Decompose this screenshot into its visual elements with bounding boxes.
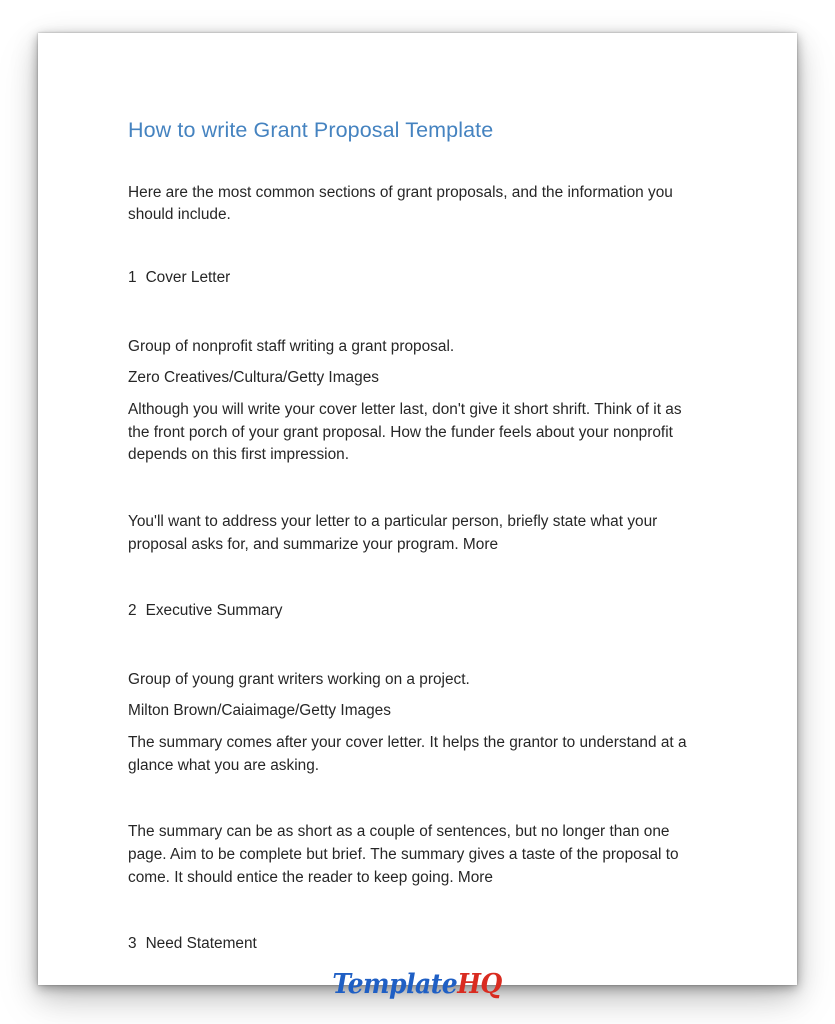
section-number: 1 <box>128 269 137 287</box>
spacer <box>128 777 706 821</box>
section-2-more: The summary can be as short as a couple of sentences, but no longer than one page. Aim to be complete but brief. The summary gives a taste of the proposal to come. It should entice the reader to keep going. More <box>128 823 679 886</box>
section-1-body: Although you will write your cover letter last, don't give it short shrift. Think of it as the front porch of your grant proposal. How the funder feels about your nonprofit depends on this first impression. <box>128 401 682 464</box>
spacer <box>128 390 706 399</box>
spacer <box>128 889 706 933</box>
section-number: 3 <box>128 935 137 953</box>
document-content <box>128 118 706 956</box>
section-2-body: The summary comes after your cover letter. It helps the grantor to understand at a glance what you are asking. <box>128 734 687 774</box>
section-1-caption: Group of nonprofit staff writing a grant proposal. <box>128 337 455 355</box>
section-heading-2 <box>128 600 706 623</box>
logo-accent-text: HQ <box>457 969 503 1000</box>
document-page <box>38 33 797 1000</box>
page-title: How to write Grant Proposal Template <box>128 118 494 142</box>
spacer <box>128 691 706 700</box>
section-1-credit: Zero Creatives/Cultura/Getty Images <box>128 369 379 387</box>
spacer <box>128 623 706 669</box>
section-2-credit: Milton Brown/Caiaimage/Getty Images <box>128 702 391 720</box>
spacer <box>128 723 706 732</box>
section-1-more: You'll want to address your letter to a particular person, briefly state what your proposal asks for, and summarize your program. More <box>128 512 658 553</box>
intro-paragraph: Here are the most common sections of grant proposals, and the information you should include. <box>128 183 673 224</box>
logo-primary-text: Template <box>332 969 458 1000</box>
section-number: 2 <box>128 602 137 620</box>
logo-wordmark <box>333 971 502 998</box>
section-label: Executive Summary <box>145 602 283 620</box>
section-2-caption: Group of young grant writers working on a project. <box>128 670 470 688</box>
section-heading-3 <box>128 933 706 956</box>
templatehq-logo <box>38 971 797 998</box>
section-label: Need Statement <box>145 935 257 953</box>
spacer <box>128 556 706 600</box>
spacer <box>128 290 706 336</box>
section-label: Cover Letter <box>145 269 231 287</box>
spacer <box>128 467 706 511</box>
spacer <box>128 358 706 367</box>
section-heading-1 <box>128 267 706 290</box>
